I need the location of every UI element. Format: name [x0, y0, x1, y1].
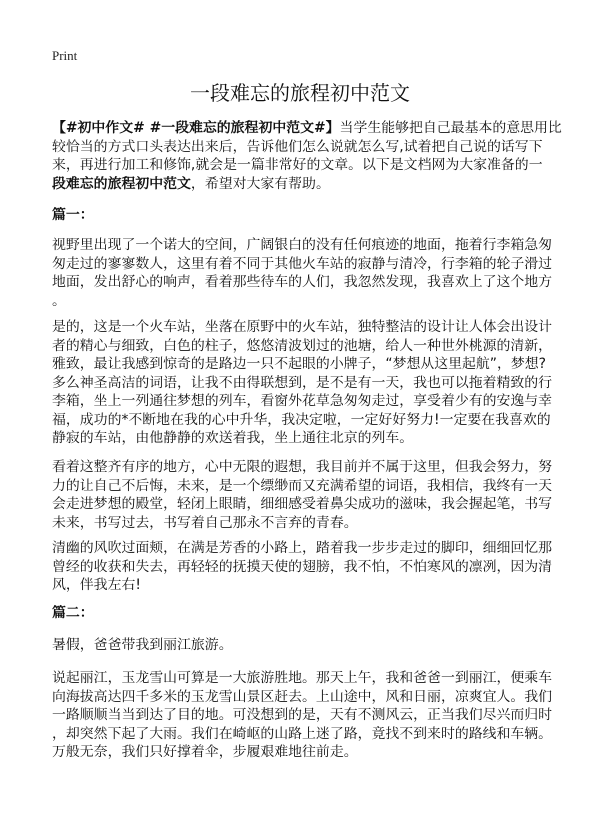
paragraph-line: 清幽的风吹过面颊，在满是芳香的小路上，踏着我一步步走过的脚印，细细回忆那 — [52, 540, 553, 556]
intro-bold-title: 段难忘的旅程初中范文 — [52, 175, 191, 192]
section2-heading: 篇二： — [52, 605, 94, 621]
paragraph-line: 暑假，爸爸带我到丽江旅游。 — [52, 637, 233, 653]
paragraph-line: 李箱，坐上一列通往梦想的列车，看窗外花草急匆匆走过，享受着少有的安逸与幸 — [52, 393, 553, 409]
paragraph-line: 地面，发出舒心的响声，看着那些待车的人们，我忽然发现，我喜欢上了这个地方 — [52, 274, 553, 290]
paragraph-line: 者的精心与细致，白色的柱子，悠悠清波划过的池塘，给人一种世外桃源的清新， — [52, 337, 553, 354]
paragraph-line: 一路顺顺当当到达了目的地。可没想到的是，天有不测风云，正当我们尽兴而归时 — [52, 707, 553, 723]
paragraph-line: 静寂的车站，由他静静的欢送着我，坐上通往北京的列车。 — [52, 430, 414, 446]
paragraph-line: 未来，书写过去，书写着自己那永不言弃的青春。 — [52, 514, 358, 531]
print-label: Print — [52, 48, 78, 63]
paragraph — [52, 458, 562, 532]
paragraph — [52, 236, 562, 310]
intro-line: 较恰当的方式口头表达出来后，告诉他们怎么说就怎么写,试着把自己说的话写下 — [52, 138, 543, 155]
paragraph-line: 是的，这是一个火车站，坐落在原野中的火车站，独特整洁的设计让人体会出设计 — [52, 319, 553, 335]
paragraph-line: 福，成功的*不断地在我的心中升华，我决定啦，一定好好努力!一定要在我喜欢的 — [52, 411, 551, 428]
paragraph-line: 风，伴我左右! — [52, 577, 141, 593]
paragraph-line: 曾经的收获和失去，再轻轻的抚摸天使的翅膀，我不怕，不怕寒风的凛冽，因为清 — [52, 558, 553, 575]
paragraph-line: 雅致，最让我感到惊奇的是路边一只不起眼的小牌子，“梦想从这里起航”，梦想? — [52, 356, 547, 372]
paragraph-line: 。 — [52, 292, 66, 309]
paragraph-line: 说起丽江，玉龙雪山可算是一大旅游胜地。那天上午，我和爸爸一到丽江，便乘车 — [52, 670, 553, 686]
paragraph — [52, 318, 562, 448]
intro-text: 当学生能够把自己最基本的意思用比 — [339, 120, 562, 136]
section1-heading: 篇一： — [52, 207, 94, 223]
paragraph — [52, 636, 562, 655]
paragraph — [52, 669, 562, 762]
paragraph-line: 视野里出现了一个诺大的空间，广阔银白的没有任何痕迹的地面，拖着行李箱急匆 — [52, 237, 553, 253]
paragraph-line: 向海拔高达四千多米的玉龙雪山景区赶去。上山途中，风和日丽，凉爽宜人。我们 — [52, 688, 553, 705]
paragraph-line: 万般无奈，我们只好撑着伞，步履艰难地往前走。 — [52, 744, 358, 760]
intro-paragraph — [52, 119, 562, 193]
intro-tag: 【#初中作文# #一段难忘的旅程初中范文#】 — [52, 120, 340, 136]
paragraph-line: ，却突然下起了大雨。我们在崎岖的山路上迷了路，竟找不到来时的路线和车辆。 — [52, 725, 553, 742]
paragraph-line: 多么神圣高洁的词语，让我不由得联想到，是不是有一天，我也可以拖着精致的行 — [52, 374, 553, 391]
paragraph-line: 看着这整齐有序的地方，心中无限的遐想，我目前并不属于这里，但我会努力，努 — [52, 459, 553, 475]
intro-line: 来，再进行加工和修饰,就会是一篇非常好的文章。以下是文档网为大家准备的一 — [52, 157, 543, 173]
paragraph-line: 力的让自己不后悔，未来，是一个缥缈而又充满希望的词语，我相信，我终有一天 — [52, 477, 553, 494]
paragraph — [52, 539, 562, 595]
intro-text: ，希望对大家有帮助。 — [190, 175, 330, 192]
document-title: 一段难忘的旅程初中范文 — [190, 81, 410, 105]
paragraph-line: 会走进梦想的殿堂，轻闭上眼睛，细细感受着鼻尖成功的滋味，我会握起笔，书写 — [52, 496, 553, 512]
paragraph-line: 匆走过的寥寥数人，这里有着不同于其他火车站的寂静与清冷，行李箱的轮子滑过 — [52, 255, 553, 272]
